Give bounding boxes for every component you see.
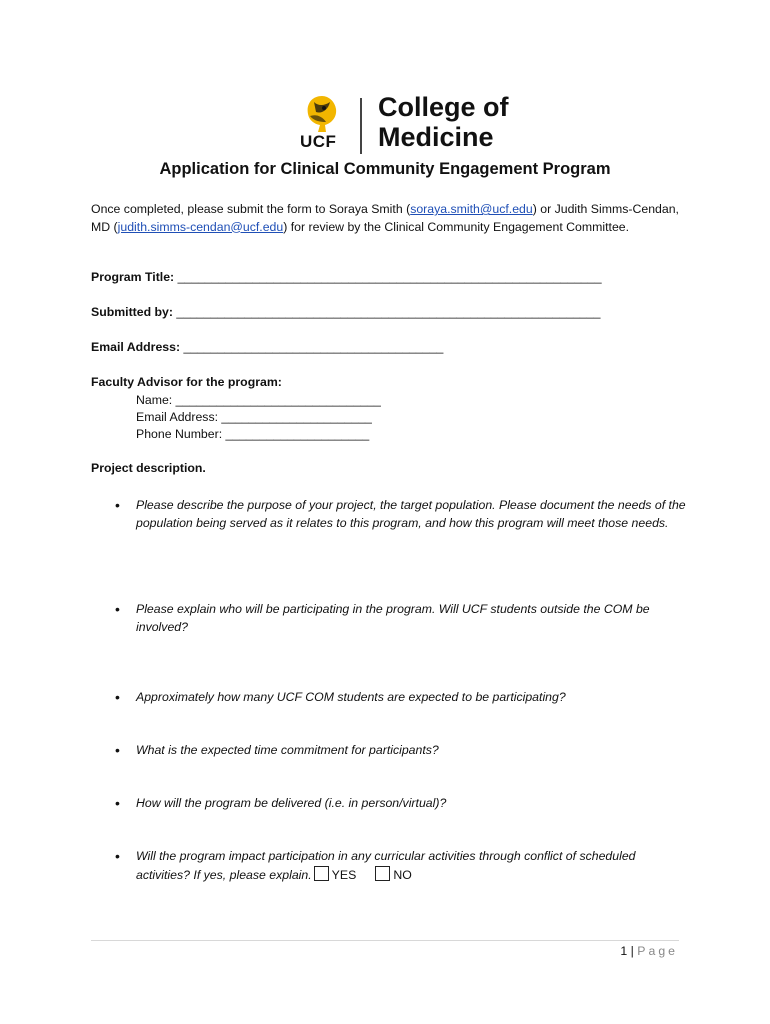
no-checkbox[interactable] — [375, 866, 390, 881]
project-description-heading — [91, 461, 206, 475]
bullet-icon: • — [115, 689, 120, 705]
program-title-field — [91, 270, 602, 284]
question-time-commitment: What is the expected time commitment for participants? — [136, 743, 439, 757]
submitted-by-input[interactable]: ______________________________________________________________ — [176, 305, 601, 319]
page-word: Page — [637, 944, 678, 958]
question-purpose: Please describe the purpose of your project, the target population. Please document the needs of the population being served as it relates to this program, and how this program will meet those needs. — [136, 498, 686, 530]
submitted-by-label: Submitted by: — [91, 305, 173, 319]
page-number: 1 — [620, 944, 628, 958]
yes-label: YES — [331, 867, 357, 882]
intro-paragraph — [91, 201, 691, 236]
college-name — [378, 92, 509, 152]
logo-divider — [360, 98, 362, 154]
question-delivery: How will the program be delivered (i.e. in person/virtual)? — [136, 796, 447, 810]
question-curricular-impact-text: Will the program impact participation in any curricular activities through conflict of scheduled activities? If yes, please explain. — [136, 849, 636, 882]
bullet-icon: • — [115, 795, 120, 811]
bullet-icon: • — [115, 601, 120, 617]
footer-divider — [91, 940, 679, 941]
bullet-icon: • — [115, 742, 120, 758]
email-link-soraya[interactable]: soraya.smith@ucf.edu — [410, 202, 533, 216]
email-link-judith[interactable]: judith.simms-cendan@ucf.edu — [117, 219, 284, 234]
footer-separator: | — [630, 944, 634, 958]
intro-text-1: Once completed, please submit the form to Soraya Smith ( — [91, 202, 411, 216]
bullet-icon: • — [115, 848, 120, 864]
faculty-advisor-label: Faculty Advisor for the program: — [91, 375, 282, 389]
email-address-label: Email Address: — [91, 340, 181, 354]
ucf-wordmark: UCF — [300, 132, 337, 151]
faculty-advisor-heading — [91, 375, 282, 389]
no-label: NO — [393, 867, 412, 882]
intro-text-3: ) for review by the Clinical Community Engagement Committee. — [283, 219, 630, 234]
advisor-name-input[interactable]: Name: ______________________________ — [136, 393, 381, 407]
college-line-2: Medicine — [378, 122, 494, 152]
email-address-field — [91, 340, 443, 354]
submitted-by-field — [91, 305, 600, 319]
question-student-count: Approximately how many UCF COM students are expected to be participating? — [136, 690, 566, 704]
program-title-input[interactable]: ______________________________________________________________ — [177, 270, 602, 284]
email-address-input[interactable]: ______________________________________ — [183, 340, 444, 354]
college-line-1: College of — [378, 92, 509, 122]
program-title-label: Program Title: — [91, 270, 175, 284]
question-participants: Please explain who will be participating in the program. Will UCF students outside the COM be involved? — [136, 602, 650, 634]
bullet-icon: • — [115, 497, 120, 513]
question-curricular-impact — [136, 848, 676, 884]
project-description-label: Project description. — [91, 461, 206, 475]
yes-checkbox[interactable] — [314, 866, 329, 881]
advisor-phone-input[interactable]: Phone Number: _____________________ — [136, 427, 370, 441]
page-title: Application for Clinical Community Engagement Program — [159, 160, 611, 178]
pegasus-icon — [300, 92, 344, 136]
advisor-email-input[interactable]: Email Address: ______________________ — [136, 410, 372, 424]
page-footer — [620, 944, 678, 958]
ucf-college-of-medicine-logo — [300, 92, 550, 158]
intro-text-2: ) or Judith Simms-Cendan, MD ( — [91, 202, 679, 234]
